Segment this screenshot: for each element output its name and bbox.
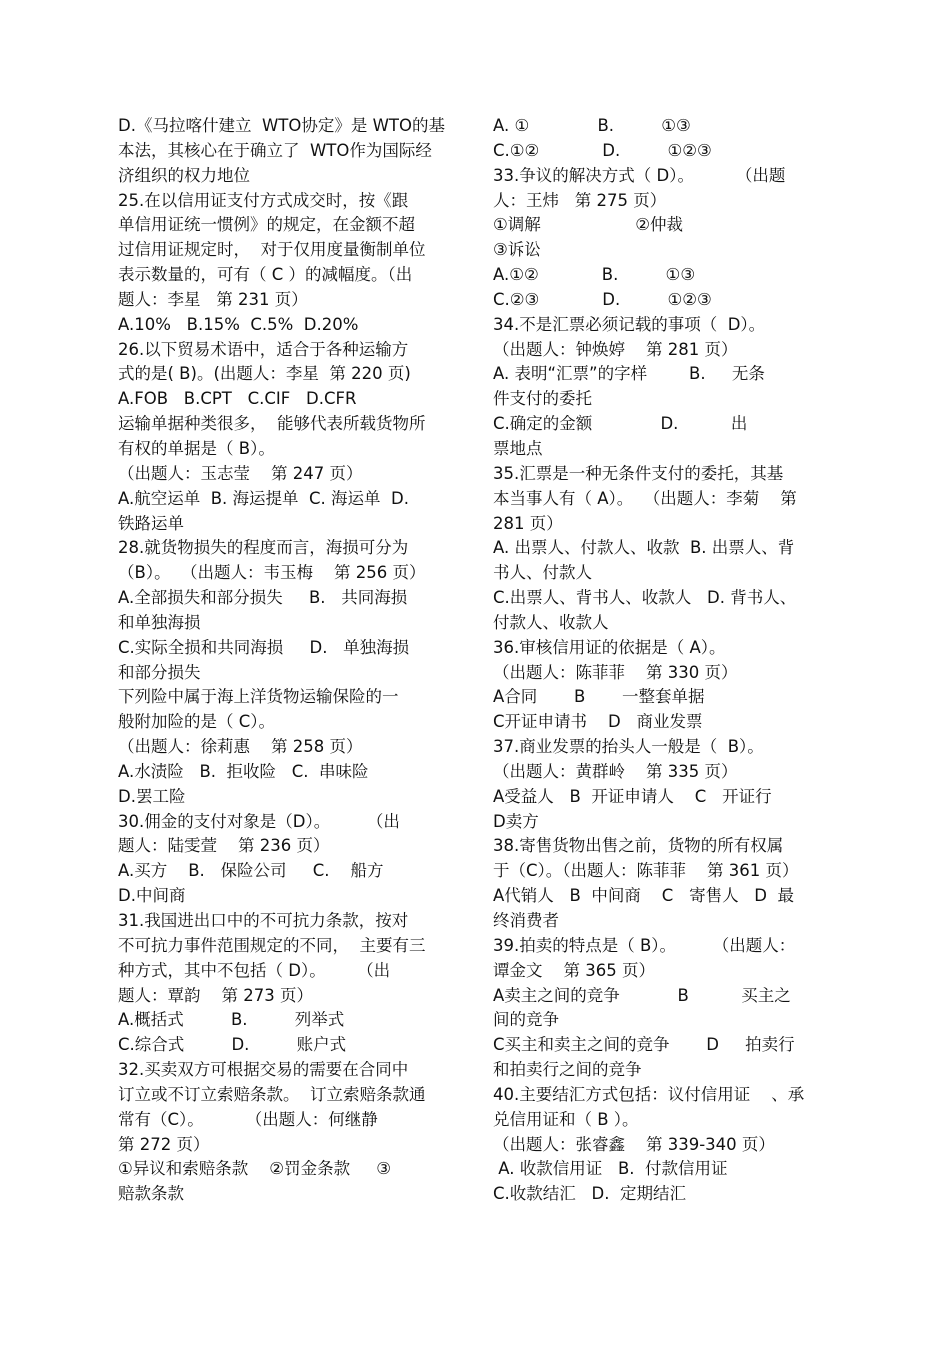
right-column-text-line: D卖方: [493, 811, 539, 831]
left-column-text-line: A.FOB B.CPT C.CIF D.CFR: [118, 389, 357, 409]
left-column-text-line: 28.就货物损失的程度而言，海损可分为: [118, 538, 409, 558]
right-column: [493, 114, 835, 1207]
right-column-text-line: 37.商业发票的抬头人一般是（ B）。: [493, 737, 764, 757]
right-column-text-line: C.出票人、背书人、收款人 D. 背书人、: [493, 588, 797, 608]
left-column-text-line: 过信用证规定时， 对于仅用度量衡制单位: [118, 240, 426, 260]
left-column-text-line: 本法，其核心在于确立了 WTO作为国际经: [118, 140, 432, 160]
left-column-text-line: （出题人：玉志莹 第 247 页）: [118, 463, 363, 483]
left-column-text-line: 表示数量的，可有（ C ）的减幅度。（出: [118, 265, 413, 285]
right-column-text-line: 40.主要结汇方式包括：议付信用证 、承: [493, 1084, 805, 1104]
left-column: [118, 114, 460, 1207]
right-column-text-line: A受益人 B 开证申请人 C 开证行: [493, 786, 772, 806]
left-column-text-line: 济组织的权力地位: [118, 165, 250, 185]
left-column-text-line: ①异议和索赔条款 ②罚金条款 ③: [118, 1159, 392, 1179]
right-column-text-line: A合同 B 一整套单据: [493, 687, 705, 707]
left-column-text-line: 第 272 页）: [118, 1134, 210, 1154]
right-column-text-line: 38.寄售货物出售之前，货物的所有权属: [493, 836, 784, 856]
right-column-text-line: A. ① B. ①③: [493, 116, 691, 135]
left-column-text-line: A.概括式 B. 列举式: [118, 1010, 345, 1030]
right-column-text-line: 付款人、收款人: [493, 612, 609, 632]
left-column-text-line: 25.在以信用证支付方式成交时，按《跟: [118, 190, 409, 210]
left-column-text-line: （出题人：徐莉惠 第 258 页）: [118, 737, 363, 757]
left-column-text-line: 赔款条款: [118, 1184, 184, 1204]
right-column-text-line: 本当事人有（ A）。 （出题人：李菊 第: [493, 488, 797, 508]
right-column-text-line: C.确定的金额 D. 出: [493, 414, 748, 434]
right-column-text-line: A代销人 B 中间商 C 寄售人 D 最: [493, 886, 794, 906]
right-column-text-line: 和拍卖行之间的竞争: [493, 1060, 642, 1080]
left-column-text-line: A.航空运单 B. 海运提单 C. 海运单 D.: [118, 488, 409, 508]
right-column-text-line: 33.争议的解决方式（ D）。 （出题: [493, 165, 786, 185]
left-column-text-line: D.罢工险: [118, 786, 186, 806]
left-column-text-line: 铁路运单: [118, 513, 184, 533]
right-column-text-line: （出题人：黄群岭 第 335 页）: [493, 761, 738, 781]
left-column-text-line: D.中间商: [118, 886, 186, 906]
right-column-text-line: A卖主之间的竞争 B 买主之: [493, 985, 791, 1005]
left-column-text-line: D.《马拉喀什建立 WTO协定》是 WTO的基: [118, 116, 445, 135]
left-column-text-line: 题人：李星 第 231 页）: [118, 289, 308, 309]
left-column-text-line: 32.买卖双方可根据交易的需要在合同中: [118, 1060, 409, 1080]
right-column-text-line: 36.审核信用证的依据是（ A）。: [493, 637, 726, 657]
left-column-text-line: 题人：覃韵 第 273 页）: [118, 985, 313, 1005]
right-column-text-line: C开证申请书 D 商业发票: [493, 712, 703, 732]
right-column-text-line: 票地点: [493, 438, 543, 458]
right-column-text-line: A.①② B. ①③: [493, 265, 696, 285]
left-column-text-line: 单信用证统一惯例》的规定，在金额不超: [118, 215, 415, 235]
left-column-text-line: 30.佣金的支付对象是（D）。 （出: [118, 811, 400, 831]
left-column-text-line: 下列险中属于海上洋货物运输保险的一: [118, 687, 399, 707]
left-column-text-line: A.水渍险 B. 拒收险 C. 串味险: [118, 761, 369, 781]
left-column-text-line: 31.我国进出口中的不可抗力条款，按对: [118, 911, 409, 930]
right-column-text-line: 终消费者: [493, 911, 559, 930]
right-column-text-line: ③诉讼: [493, 240, 541, 260]
left-column-text-line: 和部分损失: [118, 662, 201, 682]
right-column-text-line: 谭金文 第 365 页）: [493, 960, 655, 980]
right-column-text-line: ①调解 ②仲裁: [493, 215, 683, 235]
left-column-text-line: C.综合式 D. 账户式: [118, 1035, 347, 1055]
right-column-text-line: 281 页）: [493, 513, 563, 533]
left-column-text-line: （B）。 （出题人：韦玉梅 第 256 页）: [118, 563, 426, 583]
right-column-text-line: 人：王炜 第 275 页）: [493, 190, 667, 210]
left-column-text-line: A.买方 B. 保险公司 C. 船方: [118, 861, 384, 881]
right-column-text-line: 39.拍卖的特点是（ B）。 （出题人：: [493, 935, 796, 955]
right-column-text-line: C.收款结汇 D. 定期结汇: [493, 1184, 686, 1204]
right-column-text-line: 件支付的委托: [493, 389, 592, 409]
left-column-text-line: 式的是( B)。(出题人：李星 第 220 页): [118, 364, 411, 384]
left-column-text-line: 和单独海损: [118, 612, 201, 632]
right-column-text-line: 兑信用证和（ B ）。: [493, 1109, 639, 1129]
right-column-text-line: 间的竞争: [493, 1010, 559, 1030]
left-column-text-line: 运输单据种类很多， 能够代表所载货物所: [118, 414, 426, 434]
right-column-text-line: C.①② D. ①②③: [493, 140, 712, 160]
right-column-text-line: 书人、付款人: [493, 563, 592, 583]
right-column-text-line: A. 收款信用证 B. 付款信用证: [493, 1159, 728, 1179]
left-column-text-line: 题人：陆雯萱 第 236 页）: [118, 836, 330, 856]
left-column-text-line: 不可抗力事件范围规定的不同， 主要有三: [118, 935, 426, 955]
right-column-text-line: （出题人：陈菲菲 第 330 页）: [493, 662, 738, 682]
right-column-text-line: A. 表明“汇票”的字样 B. 无条: [493, 364, 765, 384]
right-column-text-line: 35.汇票是一种无条件支付的委托，其基: [493, 463, 784, 483]
right-column-text-line: （出题人：张睿鑫 第 339-340 页）: [493, 1134, 775, 1154]
left-column-text-line: 订立或不订立索赔条款。 订立索赔条款通: [118, 1084, 426, 1104]
left-column-text-line: C.实际全损和共同海损 D. 单独海损: [118, 637, 410, 657]
left-column-text-line: 般附加险的是（ C）。: [118, 712, 276, 732]
right-column-text-line: 于（C）。（出题人：陈菲菲 第 361 页）: [493, 861, 799, 881]
left-column-text-line: 有权的单据是（ B）。: [118, 438, 275, 458]
right-column-text-line: （出题人：钟焕婷 第 281 页）: [493, 339, 738, 359]
left-column-text-line: 26.以下贸易术语中，适合于各种运输方: [118, 339, 409, 359]
right-column-text-line: A. 出票人、付款人、收款 B. 出票人、背: [493, 538, 795, 558]
right-column-text-line: C买主和卖主之间的竞争 D 拍卖行: [493, 1035, 795, 1055]
right-column-text-line: 34.不是汇票必须记载的事项（ D）。: [493, 314, 766, 334]
left-column-text-line: 常有（C）。 （出题人：何继静: [118, 1109, 378, 1129]
right-column-text-line: C.②③ D. ①②③: [493, 289, 712, 309]
left-column-text-line: 种方式，其中不包括（ D）。 （出: [118, 960, 391, 980]
left-column-text-line: A.全部损失和部分损失 B. 共同海损: [118, 588, 408, 608]
left-column-text-line: A.10% B.15% C.5% D.20%: [118, 314, 359, 334]
